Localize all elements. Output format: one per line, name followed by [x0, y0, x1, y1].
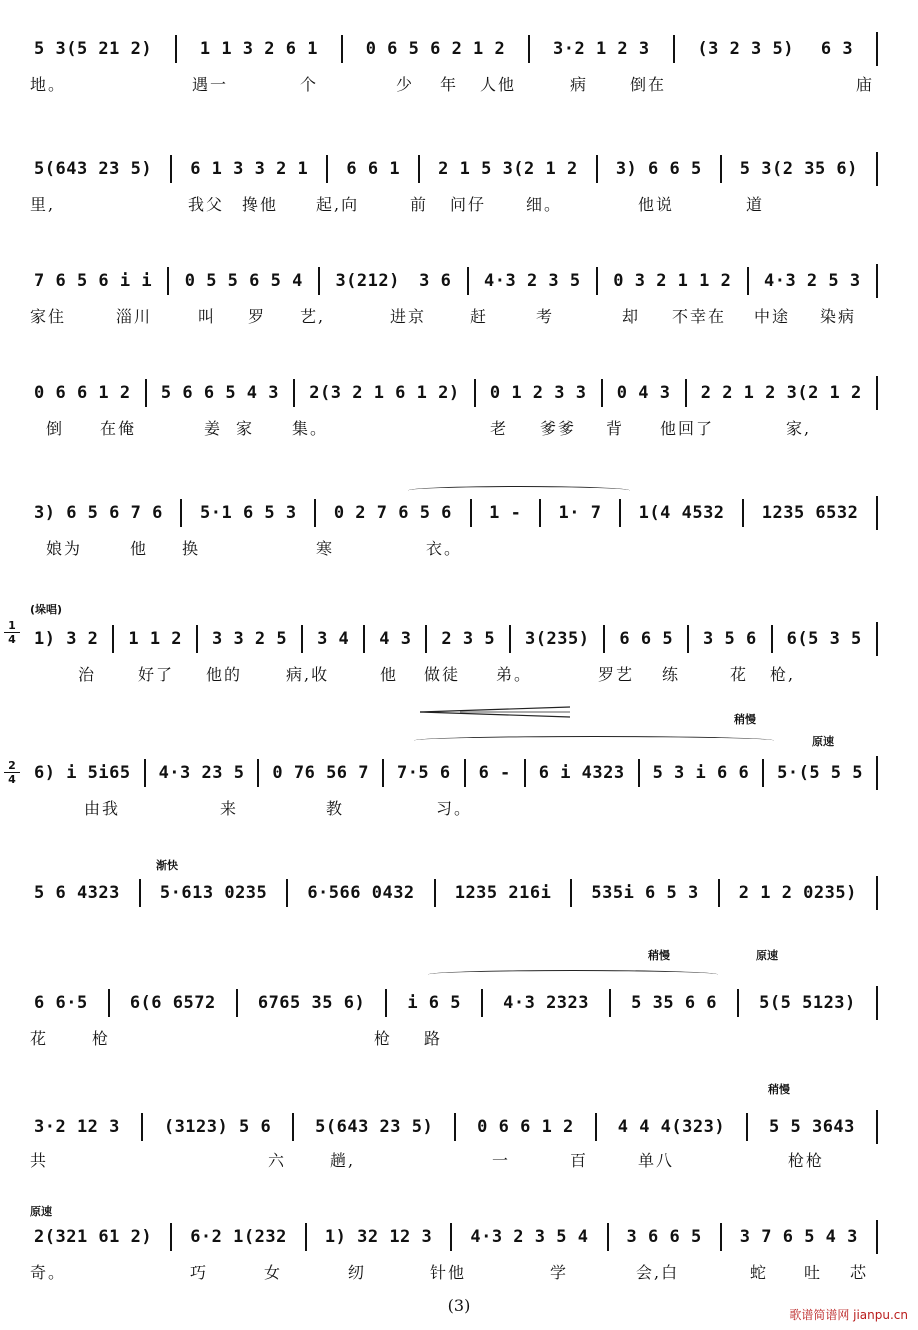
lyric: 枪	[92, 1029, 111, 1048]
score-system-6	[0, 590, 918, 700]
lyric: 纫	[348, 1263, 367, 1282]
lyric: 衣。	[426, 539, 463, 558]
tempo-marking: 原速	[30, 1205, 52, 1218]
lyric: 进京	[390, 307, 427, 326]
barline	[609, 989, 611, 1017]
lyric: 庙	[856, 75, 875, 94]
lyric: 女	[264, 1263, 283, 1282]
lyric: 在俺	[100, 419, 137, 438]
barline	[747, 267, 749, 295]
measure: 7·5 6	[396, 763, 451, 783]
score-system-3	[0, 232, 918, 342]
lyric: 他	[130, 539, 149, 558]
measure: 4·3 2 5 3	[763, 271, 861, 291]
lyric-row	[30, 304, 878, 326]
lyric: 百	[570, 1151, 589, 1170]
barline	[144, 759, 146, 787]
measure: 3(212)	[335, 271, 400, 291]
lyric: 练	[662, 665, 681, 684]
lyric: 换	[182, 539, 201, 558]
barline	[175, 35, 177, 63]
measure: 5(5 5123)	[759, 993, 856, 1013]
score-system-11	[0, 1192, 918, 1302]
barline	[363, 625, 365, 653]
lyric: 枪,	[770, 665, 796, 684]
barline	[145, 379, 147, 407]
tie-arc	[414, 736, 774, 745]
measure: 5·1 6 5 3	[200, 503, 297, 523]
measure: 5(643 23 5)	[34, 159, 153, 179]
lyric: 前	[410, 195, 429, 214]
measure: 6 6 1	[346, 159, 401, 179]
measure: 6 6·5	[34, 993, 88, 1013]
lyric: 爹爹	[540, 419, 577, 438]
performance-annotation: (垛唱)	[30, 603, 63, 616]
lyric: 吐	[804, 1263, 823, 1282]
lyric: 家,	[786, 419, 812, 438]
barline	[876, 1220, 878, 1254]
score-system-4	[0, 344, 918, 454]
barline	[425, 625, 427, 653]
barline	[257, 759, 259, 787]
barline	[746, 1113, 748, 1141]
barline	[595, 1113, 597, 1141]
barline	[470, 499, 472, 527]
measure: 6 i 4323	[538, 763, 625, 783]
barline	[464, 759, 466, 787]
lyric-row	[30, 536, 878, 558]
barline	[596, 155, 598, 183]
lyric: 寒	[316, 539, 335, 558]
notation-row	[30, 1112, 878, 1142]
lyric: 里,	[30, 195, 56, 214]
lyric: 针他	[430, 1263, 467, 1282]
lyric: 集。	[292, 419, 329, 438]
measure: 5 3(2 35 6)	[739, 159, 858, 179]
notation-row	[30, 988, 878, 1018]
measure: 0 6 5 6 2 1 2	[365, 39, 506, 59]
measure: 2 1 5 3(2 1 2	[438, 159, 578, 179]
measure: 6 6 5	[619, 629, 674, 649]
measure: 5 6 4323	[34, 883, 120, 903]
lyric: 地。	[30, 75, 67, 94]
barline	[292, 1113, 294, 1141]
barline	[196, 625, 198, 653]
barline	[737, 989, 739, 1017]
barline	[170, 1223, 172, 1251]
measure: 3) 6 6 5	[615, 159, 702, 179]
measure: 0 6 6 1 2	[34, 383, 131, 403]
lyric-row	[30, 1148, 878, 1170]
measure: 4·3 2323	[503, 993, 590, 1013]
lyric: 艺,	[300, 307, 326, 326]
barline	[524, 759, 526, 787]
lyric: 巧	[190, 1263, 209, 1282]
lyric: 家住	[30, 307, 67, 326]
lyric: 路	[424, 1029, 443, 1048]
barline	[108, 989, 110, 1017]
barline	[528, 35, 530, 63]
barline	[481, 989, 483, 1017]
measure: 6 3	[820, 39, 854, 59]
lyric: 会,白	[636, 1263, 680, 1282]
barline	[762, 759, 764, 787]
barline	[454, 1113, 456, 1141]
lyric: 他	[380, 665, 399, 684]
barline	[167, 267, 169, 295]
measure: 2 3 5	[441, 629, 496, 649]
lyric: 治	[78, 665, 97, 684]
lyric: 却	[622, 307, 641, 326]
lyric-row	[30, 192, 878, 214]
barline	[876, 876, 878, 910]
notation-row	[30, 266, 878, 296]
measure: 1235 6532	[761, 503, 859, 523]
measure: 0 3 2 1 1 2	[613, 271, 732, 291]
lyric-row	[30, 1260, 878, 1282]
barline	[607, 1223, 609, 1251]
time-signature	[4, 620, 20, 645]
lyric: 六	[268, 1151, 287, 1170]
lyric: 姜	[204, 419, 223, 438]
lyric-row	[30, 416, 878, 438]
lyric: 个	[300, 75, 319, 94]
tempo-marking: 稍慢	[734, 713, 756, 726]
lyric: 他说	[638, 195, 675, 214]
measure: 3 6 6 5	[626, 1227, 702, 1247]
measure: 0 5 5 6 5 4	[184, 271, 303, 291]
lyric: 花	[730, 665, 749, 684]
measure: 5 3 i 6 6	[652, 763, 750, 783]
barline	[418, 155, 420, 183]
notation-row	[30, 758, 878, 788]
barline	[603, 625, 605, 653]
lyric: 病,收	[286, 665, 330, 684]
barline	[509, 625, 511, 653]
score-system-2	[0, 120, 918, 230]
barline	[326, 155, 328, 183]
lyric: 叫	[198, 307, 217, 326]
barline	[112, 625, 114, 653]
lyric: 蛇	[750, 1263, 769, 1282]
measure: 4·3 23 5	[158, 763, 245, 783]
barline	[450, 1223, 452, 1251]
lyric: 枪枪	[788, 1151, 825, 1170]
measure: 1 -	[489, 503, 522, 523]
tempo-marking: 稍慢	[648, 949, 670, 962]
measure: 6765 35 6)	[257, 993, 366, 1013]
lyric: 一	[492, 1151, 511, 1170]
lyric: 罗艺	[598, 665, 635, 684]
measure: 3·2 1 2 3	[553, 39, 650, 59]
lyric: 染病	[820, 307, 857, 326]
notation-row	[30, 498, 878, 528]
time-signature-top: 1	[8, 619, 16, 632]
measure: 3·2 12 3	[34, 1117, 120, 1137]
barline	[596, 267, 598, 295]
measure: 1) 3 2	[34, 629, 99, 649]
lyric: 好了	[138, 665, 175, 684]
barline	[434, 879, 436, 907]
lyric: 做徒	[424, 665, 461, 684]
measure: 4·3 2 3 5	[484, 271, 581, 291]
measure: 6) i 5i65	[34, 763, 131, 783]
barline	[305, 1223, 307, 1251]
barline	[673, 35, 675, 63]
barline	[141, 1113, 143, 1141]
measure: 0 1 2 3 3	[489, 383, 587, 403]
lyric: 人他	[480, 75, 517, 94]
barline	[385, 989, 387, 1017]
notation-row	[30, 34, 878, 64]
barline	[467, 267, 469, 295]
measure: 2(321 61 2)	[34, 1227, 153, 1247]
barline	[619, 499, 621, 527]
measure: 0 2 7 6 5 6	[333, 503, 452, 523]
lyric: 淄川	[116, 307, 153, 326]
barline	[318, 267, 320, 295]
measure: 5 5 3643	[769, 1117, 855, 1137]
barline	[539, 499, 541, 527]
measure: 4 4 4(323)	[617, 1117, 726, 1137]
notation-row	[30, 1222, 878, 1252]
score-system-8	[0, 846, 918, 956]
lyric: 单八	[638, 1151, 675, 1170]
measure: 1(4 4532	[638, 503, 725, 523]
barline	[474, 379, 476, 407]
measure: 5 3(5 21 2)	[34, 39, 153, 59]
time-signature-bottom: 4	[8, 773, 16, 786]
barline	[876, 264, 878, 298]
barline	[876, 376, 878, 410]
barline	[341, 35, 343, 63]
lyric: 细。	[526, 195, 563, 214]
measure: 3(235)	[525, 629, 590, 649]
lyric: 教	[326, 799, 345, 818]
lyric-row	[30, 1026, 878, 1048]
measure: 1 1 2	[128, 629, 183, 649]
barline	[876, 32, 878, 66]
barline	[293, 379, 295, 407]
measure: 2 2 1 2 3(2 1 2	[700, 383, 862, 403]
lyric: 倒在	[630, 75, 667, 94]
lyric: 娘为	[46, 539, 83, 558]
page-number: (3)	[447, 1296, 471, 1315]
measure: 6(5 3 5	[786, 629, 862, 649]
barline	[382, 759, 384, 787]
measure: 6 1 3 3 2 1	[190, 159, 309, 179]
lyric: 奇。	[30, 1263, 67, 1282]
measure: 3 4	[317, 629, 350, 649]
lyric: 他的	[206, 665, 243, 684]
score-system-10	[0, 1074, 918, 1184]
measure: 1235 216i	[454, 883, 552, 903]
lyric: 病	[570, 75, 589, 94]
notation-row	[30, 378, 878, 408]
lyric: 赶	[470, 307, 489, 326]
score-system-7	[0, 712, 918, 822]
tie-arc	[428, 970, 718, 979]
lyric: 问仔	[450, 195, 487, 214]
barline	[876, 152, 878, 186]
measure: 3 3 2 5	[211, 629, 288, 649]
measure: 6 -	[478, 763, 511, 783]
lyric: 道	[746, 195, 765, 214]
measure: 0 6 6 1 2	[477, 1117, 574, 1137]
lyric: 不幸在	[672, 307, 727, 326]
barline	[180, 499, 182, 527]
tempo-marking: 稍慢	[768, 1083, 790, 1096]
barline	[685, 379, 687, 407]
lyric-row	[30, 662, 878, 684]
lyric-row	[30, 796, 878, 818]
measure: 6·566 0432	[307, 883, 415, 903]
lyric: 他回了	[660, 419, 715, 438]
lyric: 花	[30, 1029, 49, 1048]
measure: 1 1 3 2 6 1	[199, 39, 318, 59]
barline	[687, 625, 689, 653]
barline	[286, 879, 288, 907]
lyric: 趟,	[330, 1151, 356, 1170]
lyric: 枪	[374, 1029, 393, 1048]
measure: 6·2 1(232	[190, 1227, 287, 1247]
lyric: 芯	[850, 1263, 869, 1282]
tempo-marking: 渐快	[156, 859, 178, 872]
notation-row	[30, 624, 878, 654]
barline	[876, 1110, 878, 1144]
measure: 0 4 3	[616, 383, 671, 403]
lyric: 习。	[436, 799, 473, 818]
tempo-marking: 原速	[812, 735, 834, 748]
notation-row	[30, 878, 878, 908]
lyric: 遇一	[192, 75, 229, 94]
barline	[301, 625, 303, 653]
measure: 5·613 0235	[159, 883, 268, 903]
measure: 5(643 23 5)	[315, 1117, 434, 1137]
measure: 2(3 2 1 6 1 2)	[309, 383, 460, 403]
lyric: 倒	[46, 419, 65, 438]
measure: (3123) 5 6	[163, 1117, 272, 1137]
barline	[742, 499, 744, 527]
measure: 3) 6 5 6 7 6	[34, 503, 163, 523]
measure: 4 3	[379, 629, 412, 649]
lyric: 由我	[84, 799, 121, 818]
measure: 0 76 56 7	[272, 763, 370, 783]
tie-arc	[408, 486, 630, 495]
barline	[236, 989, 238, 1017]
lyric: 来	[220, 799, 239, 818]
measure: 4·3 2 3 5 4	[470, 1227, 589, 1247]
measure: 1) 32 12 3	[324, 1227, 433, 1247]
barline	[570, 879, 572, 907]
lyric: 家	[236, 419, 255, 438]
lyric-row	[30, 72, 878, 94]
measure: 6(6 6572	[129, 993, 216, 1013]
barline	[771, 625, 773, 653]
lyric: 弟。	[496, 665, 533, 684]
barline	[876, 622, 878, 656]
lyric: 中途	[754, 307, 791, 326]
barline	[720, 1223, 722, 1251]
score-system-1	[0, 0, 918, 110]
score-system-5	[0, 464, 918, 574]
lyric: 年	[440, 75, 459, 94]
notation-row	[30, 154, 878, 184]
measure: 5 6 6 5 4 3	[160, 383, 279, 403]
time-signature-top: 2	[8, 759, 16, 772]
lyric: 老	[490, 419, 509, 438]
score-system-9	[0, 950, 918, 1060]
measure: i 6 5	[407, 993, 461, 1013]
barline	[876, 756, 878, 790]
barline	[876, 496, 878, 530]
barline	[638, 759, 640, 787]
barline	[314, 499, 316, 527]
measure: 5·(5 5 5	[777, 763, 864, 783]
barline	[876, 986, 878, 1020]
tempo-marking: 原速	[756, 949, 778, 962]
measure: 2 1 2 0235)	[738, 883, 857, 903]
barline	[718, 879, 720, 907]
measure: 1· 7	[558, 503, 602, 523]
measure: 7 6 5 6 i i	[34, 271, 153, 291]
measure: 5 35 6 6	[631, 993, 718, 1013]
lyric: 我父	[188, 195, 225, 214]
barline	[139, 879, 141, 907]
lyric: 共	[30, 1151, 49, 1170]
lyric: 学	[550, 1263, 569, 1282]
lyric: 罗	[248, 307, 267, 326]
measure: (3 2 3 5)	[697, 39, 794, 59]
measure: 3 6	[419, 271, 452, 291]
lyric: 起,向	[316, 195, 360, 214]
barline	[170, 155, 172, 183]
measure: 3 5 6	[703, 629, 757, 649]
lyric: 背	[606, 419, 625, 438]
measure: 3 7 6 5 4 3	[739, 1227, 858, 1247]
lyric: 搀他	[242, 195, 279, 214]
time-signature	[4, 760, 20, 785]
lyric: 考	[536, 307, 555, 326]
measure: 535i 6 5 3	[591, 883, 699, 903]
site-watermark: 歌谱简谱网 jianpu.cn	[789, 1308, 908, 1322]
barline	[601, 379, 603, 407]
time-signature-bottom: 4	[8, 633, 16, 646]
barline	[720, 155, 722, 183]
lyric: 少	[396, 75, 415, 94]
